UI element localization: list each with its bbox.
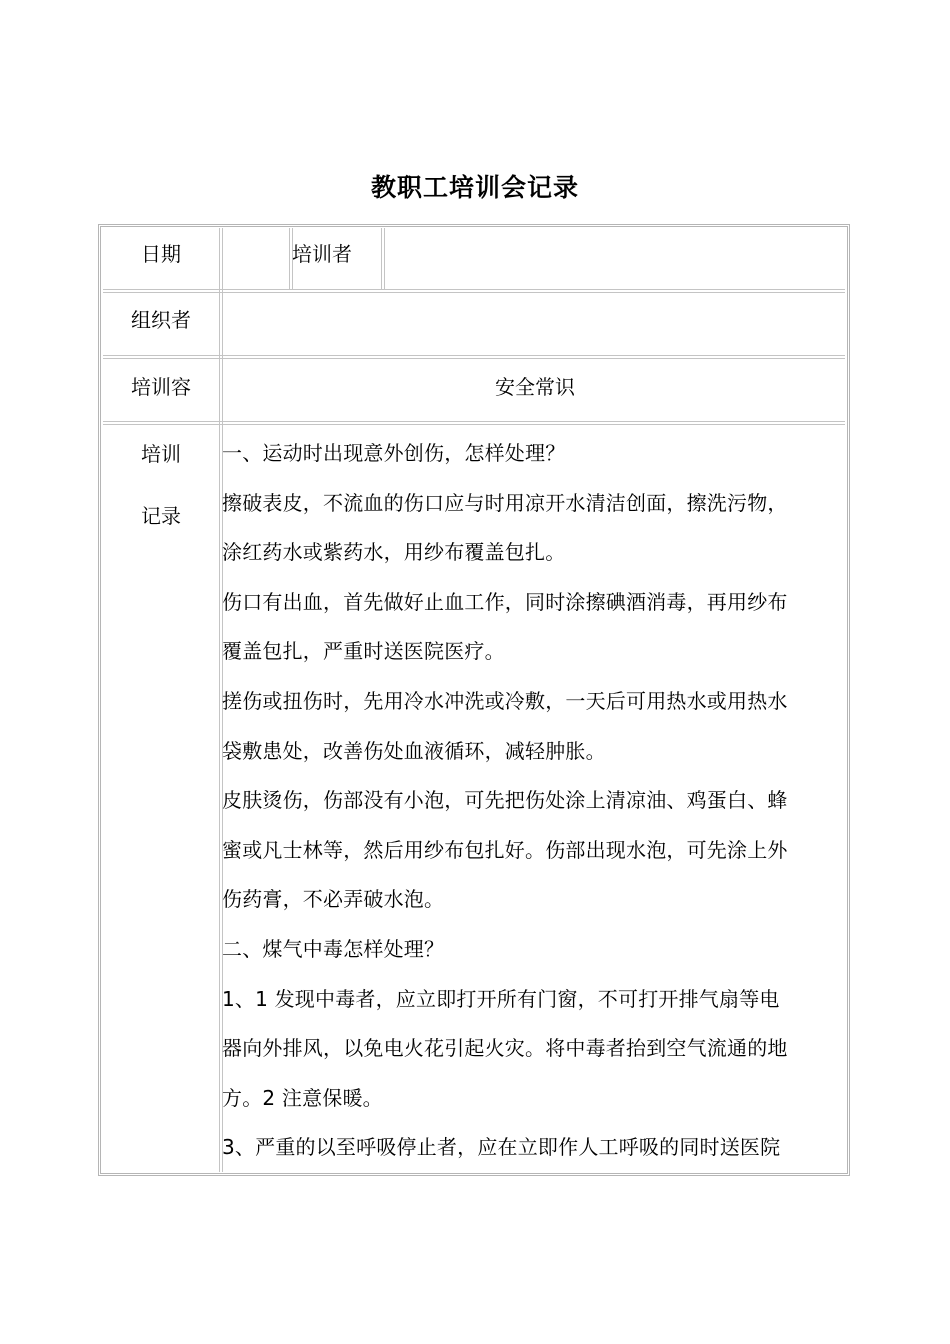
row-divider <box>103 355 845 359</box>
column-divider <box>381 228 385 290</box>
record-line: 伤口有出血，首先做好止血工作，同时涂擦碘酒消毒，再用纱布 <box>222 589 788 614</box>
record-line: 二、煤气中毒怎样处理？ <box>222 936 445 961</box>
record-line: 涂红药水或紫药水，用纱布覆盖包扎。 <box>222 540 566 565</box>
record-line: 一、运动时出现意外创伤，怎样处理？ <box>222 441 566 465</box>
row-divider <box>103 289 845 293</box>
record-line: 袋敷患处，改善伤处血液循环，减轻肿胀。 <box>222 738 606 763</box>
content-label: 培训容 <box>131 375 191 399</box>
record-line: 擦破表皮，不流血的伤口应与时用凉开水清洁创面，擦洗污物， <box>222 490 788 515</box>
record-line: 覆盖包扎，严重时送医院医疗。 <box>222 639 505 664</box>
content-value: 安全常识 <box>495 375 575 399</box>
trainer-label: 培训者 <box>292 242 352 266</box>
record-line: 蜜或凡士林等，然后用纱布包扎好。伤部出现水泡，可先涂上外 <box>222 837 788 862</box>
record-line: 1、1 发现中毒者，应立即打开所有门窗，不可打开排气扇等电 <box>222 986 780 1011</box>
row-divider <box>103 421 845 425</box>
record-line: 3、严重的以至呼吸停止者，应在立即作人工呼吸的同时送医院 <box>222 1135 781 1160</box>
record-label-line-2: 记录 <box>141 504 181 528</box>
document-title: 教职工培训会记录 <box>370 173 579 202</box>
record-line: 搓伤或扭伤时，先用冷水冲洗或冷敷，一天后可用热水或用热水 <box>222 688 788 713</box>
record-label-line-1: 培训 <box>141 442 181 466</box>
date-label: 日期 <box>141 242 181 266</box>
organizer-label: 组织者 <box>131 308 191 332</box>
record-line: 皮肤烫伤，伤部没有小泡，可先把伤处涂上清凉油、鸡蛋白、蜂 <box>222 788 788 813</box>
record-line: 方。2 注意保暖。 <box>222 1085 383 1110</box>
training-record-content <box>222 429 850 1174</box>
record-line: 器向外排风，以免电火花引起火灾。将中毒者抬到空气流通的地 <box>222 1036 788 1061</box>
record-line: 伤药膏，不必弄破水泡。 <box>222 887 445 912</box>
